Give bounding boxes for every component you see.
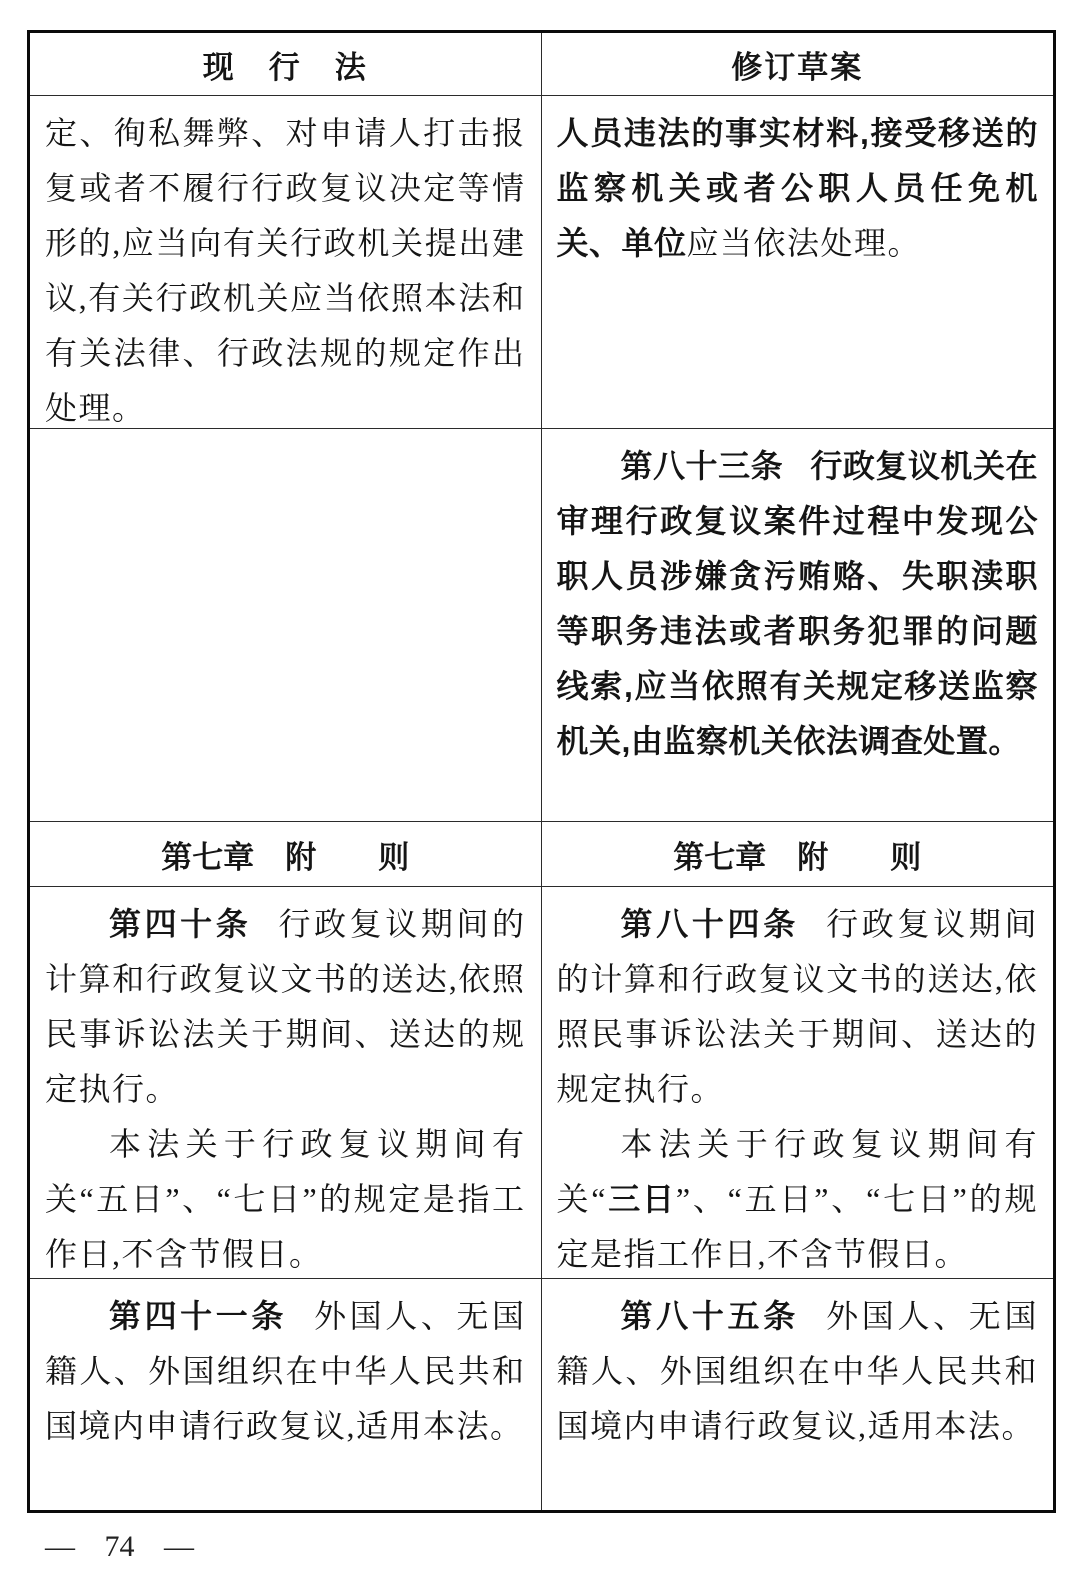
page-number: — 74 — xyxy=(45,1530,194,1563)
chapter-7-heading-left: 第七章 附 则 xyxy=(161,839,410,875)
article-84-paragraph-2 xyxy=(557,1117,1039,1279)
article-41-paragraph xyxy=(45,1289,526,1454)
article-85-paragraph xyxy=(557,1289,1039,1454)
article-84-p2-pre: 本法关于行政复议期间有关“ xyxy=(556,1126,1038,1217)
header-cell-current-law xyxy=(30,33,542,96)
article-40-paragraph-2: 本法关于行政复议期间有关“五日”、“七日”的规定是指工作日,不含节假日。 xyxy=(45,1126,526,1272)
row4-current-law-cell xyxy=(30,887,542,1279)
row1-current-law-cell xyxy=(30,96,542,429)
article-83-number: 第八十三条 xyxy=(620,448,784,484)
row5-current-law-cell xyxy=(30,1279,542,1510)
revised-draft-header: 修订草案 xyxy=(731,49,864,85)
article-83-body: 行政复议机关在审理行政复议案件过程中发现公职人员涉嫌贪污贿赂、失职渎职等职务违法或者职务犯罪的问题线索,应当依照有关规定移送监察机关,由监察机关依法调查处置。 xyxy=(556,448,1038,759)
chapter-7-heading-right: 第七章 附 则 xyxy=(673,839,922,875)
row2-current-law-cell-empty xyxy=(30,429,542,822)
header-cell-revised-draft xyxy=(542,33,1054,96)
article-40-number: 第四十条 xyxy=(109,906,252,942)
row2-revised-draft-cell xyxy=(542,429,1054,822)
article-40-paragraph xyxy=(45,897,526,1117)
article-83-paragraph xyxy=(557,439,1039,769)
law-comparison-table xyxy=(27,30,1056,1513)
row5-revised-draft-cell xyxy=(542,1279,1054,1510)
row1-unchanged-text: 应当依法处理。 xyxy=(686,225,922,261)
row1-current-law-paragraph: 定、徇私舞弊、对申请人打击报复或者不履行行政复议决定等情形的,应当向有关行政机关提出建议,有关行政机关应当依照本法和有关法律、行政法规的规定作出处理。 xyxy=(45,115,526,426)
article-84-number: 第八十四条 xyxy=(620,906,799,942)
row4-revised-draft-cell xyxy=(542,887,1054,1279)
article-85-body: 外国人、无国籍人、外国组织在中华人民共和国境内申请行政复议,适用本法。 xyxy=(556,1298,1038,1444)
row3-current-law-chapter-cell xyxy=(30,822,542,887)
article-84-body: 行政复议期间的计算和行政复议文书的送达,依照民事诉讼法关于期间、送达的规定执行。 xyxy=(556,906,1038,1107)
article-40-body: 行政复议期间的计算和行政复议文书的送达,依照民事诉讼法关于期间、送达的规定执行。 xyxy=(45,906,526,1107)
row1-new-text: 人员违法的事实材料,接受移送的监察机关或者公职人员任免机关、单位 xyxy=(556,115,1038,261)
article-84-p2-new-text: 三日 xyxy=(607,1181,676,1217)
article-85-number: 第八十五条 xyxy=(620,1298,799,1334)
row1-revised-draft-cell xyxy=(542,96,1054,429)
row3-revised-draft-chapter-cell xyxy=(542,822,1054,887)
current-law-header: 现 行 法 xyxy=(202,49,368,85)
article-84-p2-post: ”、“五日”、“七日”的规定是指工作日,不含节假日。 xyxy=(556,1181,1038,1272)
article-84-paragraph xyxy=(557,897,1039,1117)
article-41-body: 外国人、无国籍人、外国组织在中华人民共和国境内申请行政复议,适用本法。 xyxy=(45,1298,526,1444)
row1-revised-draft-paragraph xyxy=(557,106,1039,271)
article-41-number: 第四十一条 xyxy=(109,1298,287,1334)
